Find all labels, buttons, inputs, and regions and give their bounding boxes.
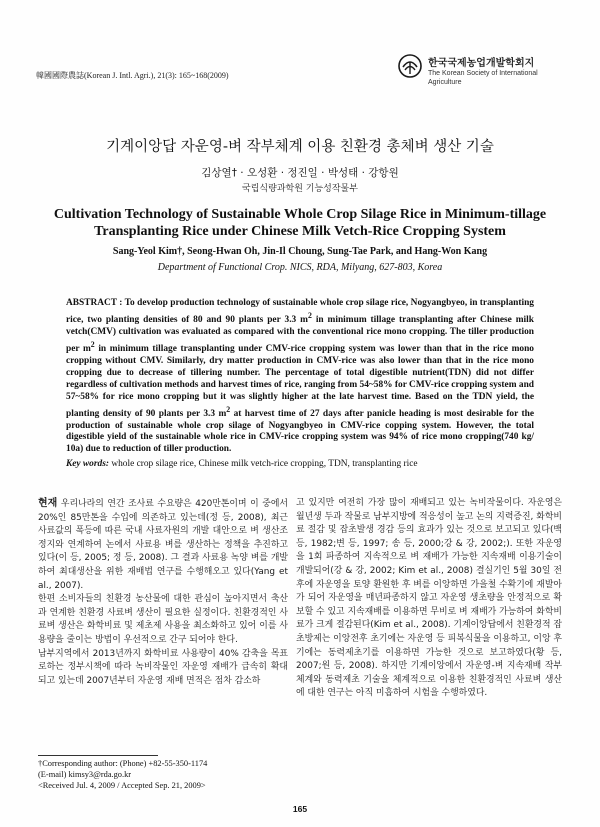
section-heading: 현재: [38, 498, 58, 509]
body-paragraph: 남부지역에서 2013년까지 화학비료 사용량이 40% 감축을 목표로하는 정부시책에 따라 녹비작물인 자운영 재배가 급속히 확대되고 있는데 2007년부터 자운영 재배 면적은 점차 감소하: [38, 648, 288, 686]
affiliation-english: Department of Functional Crop. NICS, RDA, Milyang, 627-803, Korea: [157, 262, 443, 273]
abstract: [66, 298, 534, 456]
page-number: 165: [292, 804, 308, 814]
society-name-ko: 한국국제농업개발학회지: [428, 58, 535, 69]
body-paragraph-text: 우리나라의 연간 조사료 수요량은 420만톤이며 이 중에서 20%인 85만톤을 수입에 의존하고 있는데(정 등, 2008), 최근 사료값의 폭등에 따른 국내 사료자원의 개발 대안으로 벼 생산조정지와 연계하여 논에서 사료용 벼를 생산하는 정책을 추진하고 있다(이 등, 2005; 정 등, 2008). 그 결과 사료용 녹양 벼를 개발하여 최대생산을 위한 재배법 연구를 수행해오고 있다(Yang et al., 2007).: [38, 499, 288, 591]
abstract-sup-1: 2: [307, 310, 312, 320]
abstract-text-1: To develop production technology of sustainable whole crop silage rice, Nogyangbyeo, in transplanting rice, two planting densities of 80 and 90 plants per 3.3 m: [66, 298, 534, 326]
title-korean: 기계이앙답 자운영-벼 작부체계 이용 친환경 총체벼 생산 기술: [106, 139, 494, 155]
society-name-en: [428, 69, 568, 87]
journal-reference: 韓國國際農誌(Korean J. Intl. Agri.), 21(3): 165~168(2009): [36, 71, 229, 80]
keywords-label: Key words:: [66, 459, 109, 469]
abstract-sup-3: 2: [226, 404, 231, 414]
affiliation-korean: 국립식량과학원 기능성작물부: [242, 184, 358, 194]
abstract-text-4: at harvest time of 27 days after panicle heading is most desirable for the production of sustainable whole crop silage of Nogyangbyeo in CMV-rice copping system. However, the total digestible yield of the sustainable whole rice in CMV-rice cropping system was 94% of rice mono cropping(740 kg/ 10a) due to reduction of tiller production.: [66, 408, 534, 455]
abstract-sup-2: 2: [90, 339, 95, 349]
title-english: Cultivation Technology of Sustainable Whole Crop Silage Rice in Minimum-tillage Transplanting Rice under Chinese Milk Vetch-Rice Cropping System: [53, 207, 547, 239]
abstract-text-2: in minimum tillage transplanting after Chinese milk vetch(CMV) cultivation was evaluated as compared with the conventional rice mono cropping. The tiller production per m: [66, 315, 534, 354]
footnote-corresponding: †Corresponding author: (Phone) +82-55-350-1174: [38, 759, 208, 768]
authors-english: Sang-Yeol Kim†, Seong-Hwan Oh, Jin-Il Choung, Sung-Tae Park, and Hang-Won Kang: [112, 246, 488, 257]
society-name-en-line1: The Korean Society of International: [428, 70, 538, 77]
body-column-left: [38, 497, 288, 688]
keywords: [66, 459, 546, 469]
body-column-right: [296, 497, 562, 701]
authors-korean: 김상열† · 오성환 · 정진일 · 박성태 · 강항원: [201, 167, 399, 179]
abstract-label: ABSTRACT :: [66, 298, 123, 308]
keywords-text: whole crop silage rice, Chinese milk vetch-rice cropping, TDN, transplanting rice: [108, 459, 418, 469]
footnote-email: (E-mail) kimsy3@rda.go.kr: [38, 770, 132, 780]
body-paragraph: 한편 소비자들의 친환경 농산물에 대한 관심이 높아지면서 축산과 연계한 친환경 사료벼 생산이 필요한 실정이다. 친환경적인 사료벼 생산은 화학비료 및 제초제 사용을 최소화하고 있어 이를 사용량을 줄이는 방법이 우선적으로 간구 되어야 한다.: [38, 594, 288, 645]
society-header: [398, 52, 578, 96]
abstract-text-3: in minimum tillage transplanting under CMV-rice cropping system was lower than that in the rice mono cropping without CMV. Similarly, dry matter production in CMV-rice was also lower than that in the rice mono cropping due to decrease of tillering number. The percentage of total digestible nutrient(TDN) did not differ regardless of cultivation methods and harvest times of rice, ranging from 54~58% for CMV-rice cropping system and 57~58% for rice mono cropping but it was slightly higher at the late harvest time. Based on the TDN yield, the planting density of 90 plants per 3.3 m: [66, 343, 534, 419]
society-name-en-line2: Agriculture: [428, 79, 462, 86]
society-logo-icon: [398, 54, 422, 78]
body-paragraph: 고 있지만 여전히 가장 많이 재배되고 있는 녹비작물이다. 자운영은 월년생 두과 작물로 남부지방에 적응성이 높고 논의 지력증진, 화학비료 절감 및 잡초발생 경감 등의 효과가 있는 것으로 보고되고 있다(백 등, 1982;변 등, 1997; 송 등, 2000;강 & 강, 2002;). 또한 자운영을 1회 파종하여 지속적으로 벼 재배가 가능한 지속재배 이용기술이 개발되어(강 & 강, 2002; Kim et al., 2008) 결실기인 5월 30일 전후에 자운영을 토양 환원한 후 벼를 이앙하면 가을철 수확기에 재발아가 되어 자운영을 매년파종하지 않고 자운영 생초량을 안정적으로 확보할 수 있고 지속재배를 이용하면 무비로 벼 재배가 가능하여 화학비료가 크게 절감된다(Kim et al., 2008). 기계이앙답에서 친환경적 잡초방제는 이앙전후 초기에는 자운영 등 피복식물을 이용하고, 이앙 후기에는 동력제초기를 이용하면 가능한 것으로 보고하였다(황 등, 2007;원 등, 2008). 하지만 기계이앙에서 자운영-벼 지속재배 작부체계와 동력제초 기술을 체계적으로 이용한 친환경적인 사료벼 생산에 대한 연구는 아직 미흡하여 시험을 수행하였다.: [296, 498, 562, 699]
footnote-received: <Received Jul. 4, 2009 / Accepted Sep. 21, 2009>: [38, 781, 206, 791]
body-paragraph: [38, 497, 288, 593]
footnotes: [38, 758, 288, 792]
footnote-divider: [38, 755, 158, 756]
